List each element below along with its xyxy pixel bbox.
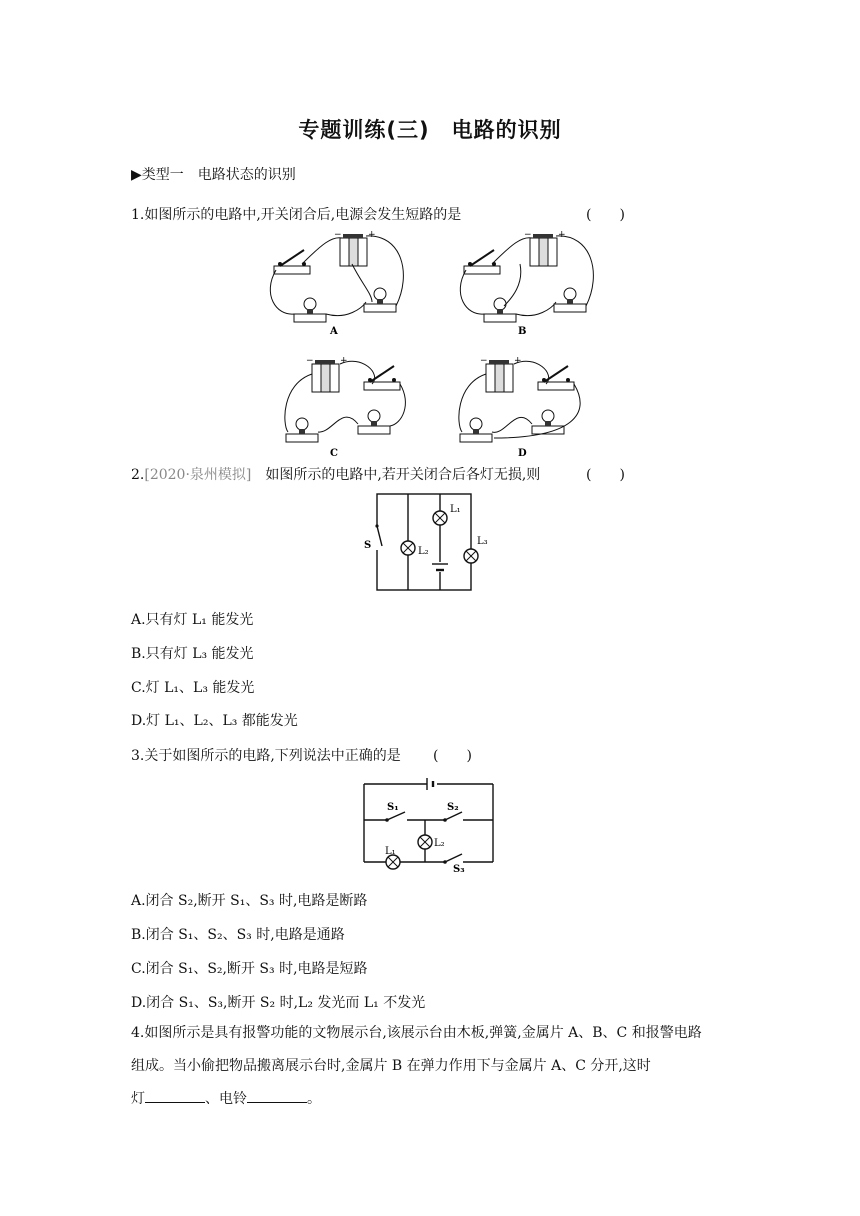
switch-s2-label: S₂ (447, 802, 459, 813)
question-2-header (131, 464, 540, 484)
switch-s2 (443, 812, 462, 822)
question-4-line-1: 4.如图所示是具有报警功能的文物展示台,该展示台由木板,弹簧,金属片 A、B、C 和报警电路 (131, 1025, 702, 1041)
question-2-option-c: C.灯 L₁、L₃ 能发光 (131, 680, 255, 696)
question-1-answer-paren: ( ) (586, 207, 625, 223)
question-4-end-mark: 。 (307, 1091, 321, 1107)
question-4-line-3 (131, 1083, 731, 1116)
question-4-paragraph (131, 1017, 731, 1116)
question-3-option-c: C.闭合 S₁、S₂,断开 S₃ 时,电路是短路 (131, 961, 368, 977)
question-4-bell-prefix: 、电铃 (205, 1091, 247, 1107)
lamp-l2 (418, 835, 432, 849)
question-3-text: 3.关于如图所示的电路,下列说法中正确的是 (131, 748, 401, 764)
lamp-l3 (464, 549, 478, 563)
question-2-circuit-diagram (360, 488, 500, 598)
circuit-d-figure (459, 356, 580, 459)
page-title: 专题训练(三) 电路的识别 (298, 118, 562, 142)
answer-blank-lamp[interactable] (145, 1088, 205, 1103)
question-1-figure: − + A B C D (262, 224, 642, 460)
switch-s3-label: S₃ (453, 864, 465, 875)
lamp-l2-label: L₂ (418, 546, 429, 557)
switch-s1 (385, 812, 405, 822)
question-3-answer-paren: ( ) (433, 748, 472, 764)
circuit-b-figure (460, 230, 593, 337)
switch-s1-label: S₁ (387, 802, 399, 813)
circuit-a-figure (270, 230, 403, 337)
circuit-a-label: A (330, 326, 338, 337)
question-3-circuit-diagram (355, 774, 505, 874)
lamp-l2 (401, 541, 415, 555)
lamp-l1-label: L₁ (450, 504, 461, 515)
lamp-l1-label: L₁ (385, 846, 396, 857)
question-4-line-2: 组成。当小偷把物品搬离展示台时,金属片 B 在弹力作用下与金属片 A、C 分开,这时 (131, 1058, 651, 1074)
lamp-l1 (433, 511, 447, 525)
lamp-l3-label: L₃ (477, 536, 488, 547)
question-1-text: 1.如图所示的电路中,开关闭合后,电源会发生短路的是 (131, 207, 462, 223)
question-2-source: [2020·泉州模拟] (144, 467, 252, 483)
lamp-l2-label: L₂ (434, 838, 445, 849)
circuit-d-label: D (518, 448, 527, 459)
answer-blank-bell[interactable] (247, 1088, 307, 1103)
question-2-number: 2. (131, 467, 145, 483)
question-3-option-a: A.闭合 S₂,断开 S₁、S₃ 时,电路是断路 (131, 893, 368, 909)
section-heading: ▶类型一 电路状态的识别 (131, 167, 296, 183)
lamp-l1 (386, 855, 400, 869)
question-2-answer-paren: ( ) (586, 467, 625, 483)
switch-s3 (443, 854, 462, 864)
question-3-option-b: B.闭合 S₁、S₂、S₃ 时,电路是通路 (131, 927, 345, 943)
circuit-b-label: B (518, 326, 527, 337)
question-2-option-b: B.只有灯 L₃ 能发光 (131, 646, 254, 662)
question-2-option-a: A.只有灯 L₁ 能发光 (131, 612, 254, 628)
question-3-option-d: D.闭合 S₁、S₃,断开 S₂ 时,L₂ 发光而 L₁ 不发光 (131, 995, 426, 1011)
question-2-text: 如图所示的电路中,若开关闭合后各灯无损,则 (265, 467, 541, 483)
battery-symbol (427, 778, 433, 790)
switch-s-label: S (364, 540, 372, 551)
battery-symbol (432, 562, 448, 572)
circuit-c-label: C (330, 448, 338, 459)
question-2-option-d: D.灯 L₁、L₂、L₃ 都能发光 (131, 713, 298, 729)
question-4-lamp-prefix: 灯 (131, 1091, 145, 1107)
circuit-c-figure (285, 356, 406, 459)
